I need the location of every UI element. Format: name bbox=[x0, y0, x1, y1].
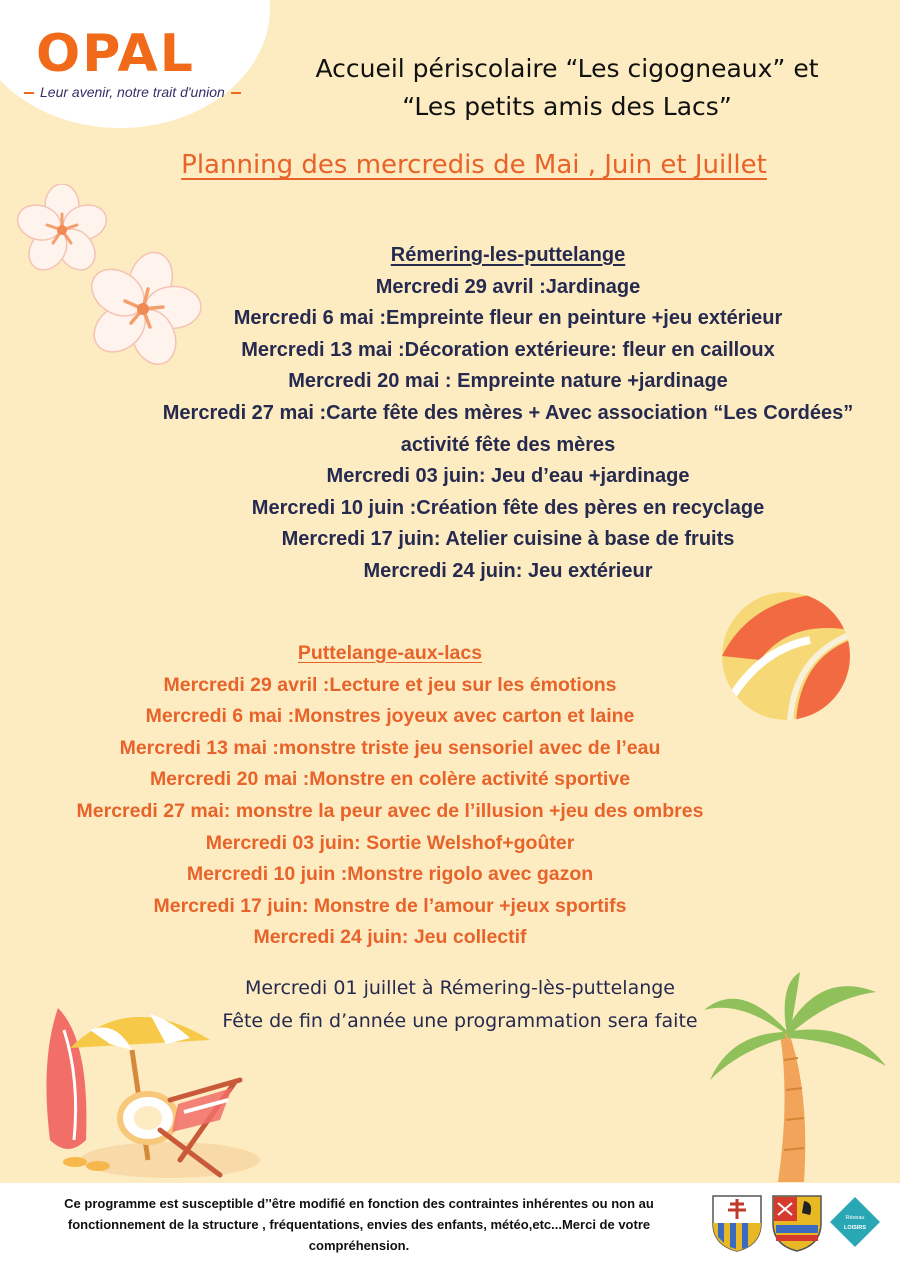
opal-logo: OPAL bbox=[36, 24, 195, 84]
list-item: Mercredi 17 juin: Monstre de l’amour +jeux sportifs bbox=[153, 894, 627, 917]
disclaimer-line: fonctionnement de la structure , fréquentations, envies des enfants, météo,etc...Merci de votre bbox=[67, 1217, 651, 1232]
list-item: Mercredi 10 juin :Création fête des pères en recyclage bbox=[251, 496, 765, 519]
badge-line-1: Réseau bbox=[845, 1215, 865, 1221]
list-item: Mercredi 24 juin: Jeu extérieur bbox=[363, 559, 653, 582]
final-event-note: Fête de fin d’année une programmation sera faite bbox=[222, 1010, 698, 1032]
list-item: Mercredi 10 juin :Monstre rigolo avec gazon bbox=[186, 863, 594, 886]
disclaimer-line: compréhension. bbox=[308, 1238, 410, 1253]
list-item: Mercredi 13 mai :monstre triste jeu sensoriel avec de l’eau bbox=[119, 736, 661, 759]
list-item: Mercredi 29 avril :Jardinage bbox=[375, 275, 641, 298]
list-item: Mercredi 20 mai :Monstre en colère activité sportive bbox=[149, 768, 631, 791]
reseau-loisirs-badge bbox=[828, 1193, 882, 1253]
list-item: Mercredi 6 mai :Empreinte fleur en peinture +jeu extérieur bbox=[233, 307, 783, 330]
logo-tagline: Leur avenir, notre trait d'union bbox=[18, 84, 248, 100]
list-item: Mercredi 17 juin: Atelier cuisine à base de fruits bbox=[281, 528, 735, 551]
beach-scene-icon bbox=[20, 1000, 260, 1182]
list-item: Mercredi 24 juin: Jeu collectif bbox=[253, 926, 527, 949]
badge-line-2: LOISIRS bbox=[843, 1225, 867, 1231]
disclaimer bbox=[14, 1193, 704, 1256]
disclaimer-line: Ce programme est susceptible d’'être modifié en fonction des contraintes inhérentes ou non au bbox=[64, 1196, 654, 1211]
coat-of-arms-icon bbox=[770, 1193, 824, 1253]
list-item: Mercredi 03 juin: Jeu d’eau +jardinage bbox=[326, 465, 690, 488]
page-subtitle: Planning des mercredis de Mai , Juin et Juillet bbox=[181, 150, 767, 180]
final-event-date: Mercredi 01 juillet à Rémering-lès-puttelange bbox=[244, 977, 676, 999]
puttelange-heading: Puttelange-aux-lacs bbox=[297, 642, 483, 664]
footer bbox=[0, 1183, 900, 1273]
title-line-2: “Les petits amis des Lacs” bbox=[402, 92, 732, 121]
list-item: Mercredi 29 avril :Lecture et jeu sur les émotions bbox=[163, 673, 617, 696]
remering-section bbox=[140, 240, 876, 588]
list-item: Mercredi 27 mai: monstre la peur avec de l’illusion +jeu des ombres bbox=[76, 799, 704, 822]
list-item: Mercredi 03 juin: Sortie Welshof+goûter bbox=[205, 831, 575, 854]
coat-of-arms-icon bbox=[710, 1193, 764, 1253]
remering-heading: Rémering-les-puttelange bbox=[390, 244, 626, 266]
puttelange-section bbox=[40, 638, 740, 954]
list-item: Mercredi 27 mai :Carte fête des mères + Avec association “Les Cordées” bbox=[162, 401, 854, 424]
palm-tree-icon bbox=[700, 970, 890, 1182]
page-title bbox=[262, 50, 872, 126]
title-line-1: Accueil périscolaire “Les cigogneaux” et bbox=[315, 54, 819, 83]
list-item: Mercredi 13 mai :Décoration extérieure: fleur en cailloux bbox=[241, 338, 775, 361]
list-item: activité fête des mères bbox=[400, 433, 616, 456]
list-item: Mercredi 20 mai : Empreinte nature +jardinage bbox=[288, 370, 728, 393]
list-item: Mercredi 6 mai :Monstres joyeux avec carton et laine bbox=[145, 705, 635, 728]
